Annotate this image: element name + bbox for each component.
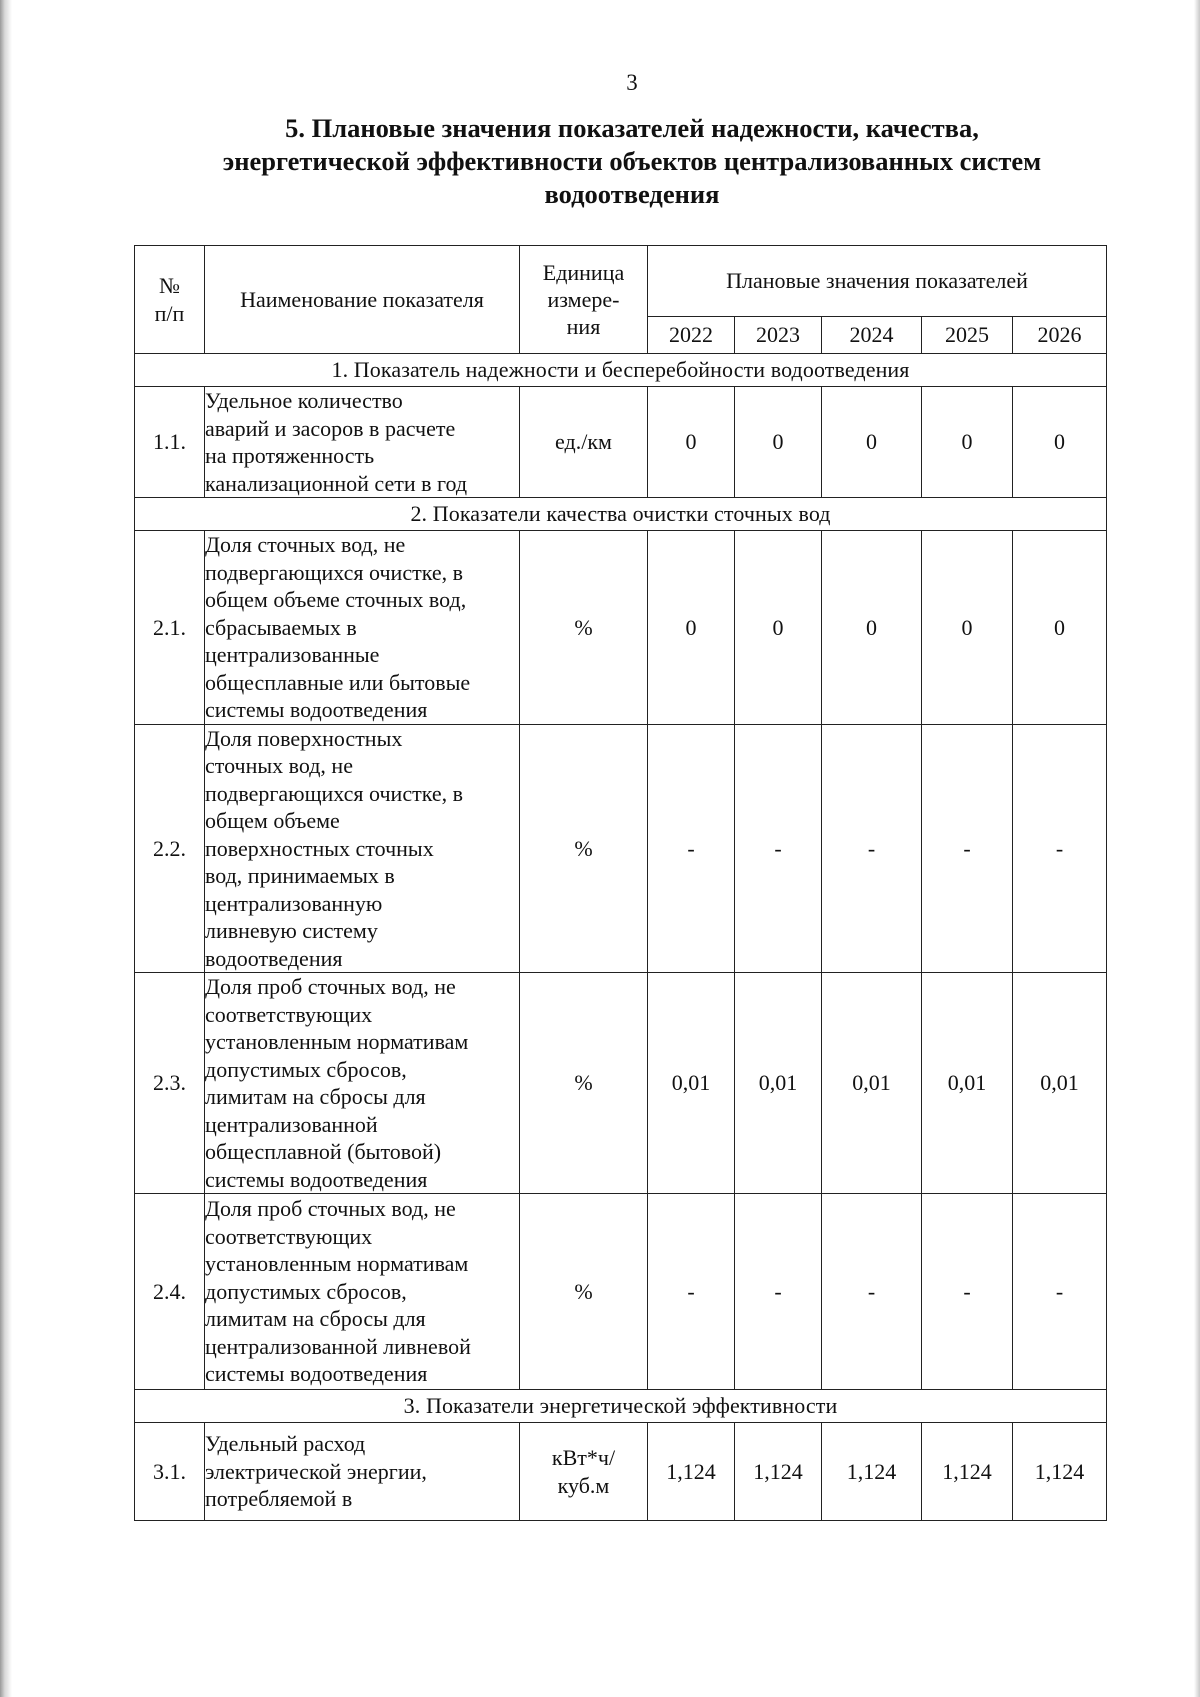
- plan-value-cell: 1,124: [822, 1423, 922, 1521]
- plan-value-cell: -: [822, 1194, 922, 1390]
- indicator-name-line: Доля сточных вод, не: [205, 532, 406, 557]
- table-body: [135, 354, 1107, 1521]
- plan-value-cell: 0: [1013, 387, 1107, 498]
- indicator-name-line: системы водоотведения: [205, 1166, 428, 1192]
- plan-value-cell: -: [735, 724, 822, 973]
- plan-value-cell: 0: [1013, 531, 1107, 725]
- unit-cell: [520, 1194, 648, 1390]
- header-year: 2022: [648, 317, 735, 354]
- indicator-name-line: Доля поверхностных: [205, 725, 403, 751]
- unit-cell: [520, 531, 648, 725]
- indicator-name-line: поверхностных сточных: [205, 835, 434, 861]
- plan-value-cell: -: [922, 1194, 1013, 1390]
- indicators-table: [134, 245, 1107, 1521]
- indicator-name-line: подвергающихся очистке, в: [205, 780, 463, 806]
- indicator-name-line: сточных вод, не: [205, 753, 353, 778]
- scan-page-edge-right: [1194, 0, 1200, 1697]
- indicator-name-line: централизованной: [205, 1111, 378, 1137]
- table-row: [135, 1423, 1107, 1521]
- indicator-name-line: централизованную: [205, 890, 383, 916]
- unit-line: ед./км: [555, 429, 612, 455]
- row-number: 2.1.: [135, 531, 205, 725]
- indicator-name-line: централизованные: [205, 642, 380, 667]
- indicator-name-line: допустимых сбросов,: [205, 1056, 407, 1082]
- indicator-name-line: соответствующих: [205, 1001, 373, 1027]
- row-number: 3.1.: [135, 1423, 205, 1521]
- unit-line: %: [574, 835, 593, 861]
- plan-value-cell: 0: [822, 531, 922, 725]
- plan-value-cell: -: [1013, 724, 1107, 973]
- indicator-name-line: общем объеме сточных вод,: [205, 587, 467, 612]
- indicator-name-line: ливневую систему: [205, 918, 378, 943]
- unit-line: %: [574, 1278, 593, 1304]
- plan-value-cell: 0,01: [822, 973, 922, 1194]
- row-number: 2.4.: [135, 1194, 205, 1390]
- section-row: [135, 1390, 1107, 1423]
- indicator-name-line: сбрасываемых в: [205, 614, 357, 640]
- table-row: [135, 1194, 1107, 1390]
- header-year: 2026: [1013, 317, 1107, 354]
- indicator-name-line: централизованной ливневой: [205, 1333, 471, 1359]
- plan-value-cell: 0: [922, 387, 1013, 498]
- indicator-name-line: вод, принимаемых в: [205, 863, 395, 888]
- indicator-name-line: допустимых сбросов,: [205, 1278, 407, 1304]
- row-number: 2.3.: [135, 973, 205, 1194]
- section-heading: 2. Показатели качества очистки сточных вод: [135, 498, 1107, 531]
- indicator-name-line: лимитам на сбросы для: [205, 1306, 426, 1332]
- table-row: [135, 724, 1107, 973]
- section-title-line: 5. Плановые значения показателей надежности, качества,: [285, 113, 979, 143]
- unit-cell: [520, 973, 648, 1194]
- indicator-name: [205, 724, 520, 973]
- indicator-name-line: Доля проб сточных вод, не: [205, 974, 456, 999]
- section-row: [135, 498, 1107, 531]
- unit-cell: [520, 724, 648, 973]
- table-row: [135, 531, 1107, 725]
- indicator-name-line: системы водоотведения: [205, 1361, 428, 1387]
- indicator-name-line: лимитам на сбросы для: [205, 1084, 426, 1109]
- plan-value-cell: -: [648, 724, 735, 973]
- indicator-name: [205, 1194, 520, 1390]
- unit-cell: [520, 1423, 648, 1521]
- header-year: 2025: [922, 317, 1013, 354]
- plan-value-cell: 0: [735, 387, 822, 498]
- indicator-name-line: Удельный расход: [205, 1431, 366, 1457]
- unit-cell: [520, 387, 648, 498]
- section-row: [135, 354, 1107, 387]
- plan-value-cell: -: [922, 724, 1013, 973]
- indicator-name: [205, 531, 520, 725]
- plan-value-cell: -: [735, 1194, 822, 1390]
- plan-value-cell: 1,124: [735, 1423, 822, 1521]
- plan-value-cell: -: [1013, 1194, 1107, 1390]
- indicator-name-line: системы водоотведения: [205, 697, 428, 722]
- row-number: 2.2.: [135, 724, 205, 973]
- page-number: 3: [626, 70, 638, 95]
- indicator-name-line: водоотведения: [205, 945, 343, 971]
- table-row: [135, 387, 1107, 498]
- indicator-name-line: установленным нормативам: [205, 1029, 469, 1054]
- plan-value-cell: 0: [648, 387, 735, 498]
- plan-value-cell: 0,01: [735, 973, 822, 1194]
- plan-value-cell: 0,01: [1013, 973, 1107, 1194]
- unit-line: %: [574, 1070, 593, 1096]
- indicator-name: [205, 973, 520, 1194]
- indicator-name-line: на протяженность: [205, 443, 375, 468]
- indicator-name-line: аварий и засоров в расчете: [205, 415, 456, 441]
- section-heading: 3. Показатели энергетической эффективности: [135, 1390, 1107, 1423]
- unit-line: %: [574, 614, 593, 640]
- header-unit: Единица измере- ния: [520, 246, 648, 354]
- indicator-name-line: Доля проб сточных вод, не: [205, 1196, 456, 1222]
- plan-value-cell: 1,124: [922, 1423, 1013, 1521]
- indicator-name-line: потребляемой в: [205, 1486, 353, 1512]
- section-title: [160, 112, 1104, 211]
- header-year: 2023: [735, 317, 822, 354]
- table-row: [135, 973, 1107, 1194]
- unit-line: кВт*ч/: [551, 1445, 616, 1470]
- header-number: № п/п: [135, 246, 205, 354]
- plan-value-cell: 0,01: [648, 973, 735, 1194]
- plan-value-cell: 0: [735, 531, 822, 725]
- indicator-name: [205, 387, 520, 498]
- plan-value-cell: 0,01: [922, 973, 1013, 1194]
- header-plan-values: Плановые значения показателей: [648, 246, 1107, 317]
- plan-value-cell: 0: [822, 387, 922, 498]
- plan-value-cell: -: [822, 724, 922, 973]
- indicator-name-line: соответствующих: [205, 1223, 373, 1249]
- plan-value-cell: 1,124: [1013, 1423, 1107, 1521]
- indicator-name-line: общем объеме: [205, 808, 340, 833]
- indicator-name-line: установленным нормативам: [205, 1251, 469, 1277]
- section-heading: 1. Показатель надежности и бесперебойности водоотведения: [135, 354, 1107, 387]
- plan-value-cell: 1,124: [648, 1423, 735, 1521]
- scan-page-edge: [0, 0, 12, 1697]
- unit-line: куб.м: [557, 1472, 610, 1498]
- header-year: 2024: [822, 317, 922, 354]
- indicator-name-line: Удельное количество: [205, 388, 403, 413]
- indicator-name-line: канализационной сети в год: [205, 470, 468, 496]
- header-name: Наименование показателя: [205, 246, 520, 354]
- indicator-name-line: электрической энергии,: [205, 1458, 427, 1484]
- indicator-name: [205, 1423, 520, 1521]
- row-number: 1.1.: [135, 387, 205, 498]
- plan-value-cell: 0: [922, 531, 1013, 725]
- indicator-name-line: общесплавной (бытовой): [205, 1139, 442, 1164]
- indicator-name-line: подвергающихся очистке, в: [205, 559, 463, 585]
- indicator-name-line: общесплавные или бытовые: [205, 669, 471, 695]
- plan-value-cell: 0: [648, 531, 735, 725]
- section-title-line: водоотведения: [544, 179, 720, 209]
- plan-value-cell: -: [648, 1194, 735, 1390]
- section-title-line: энергетической эффективности объектов централизованных систем: [222, 146, 1042, 176]
